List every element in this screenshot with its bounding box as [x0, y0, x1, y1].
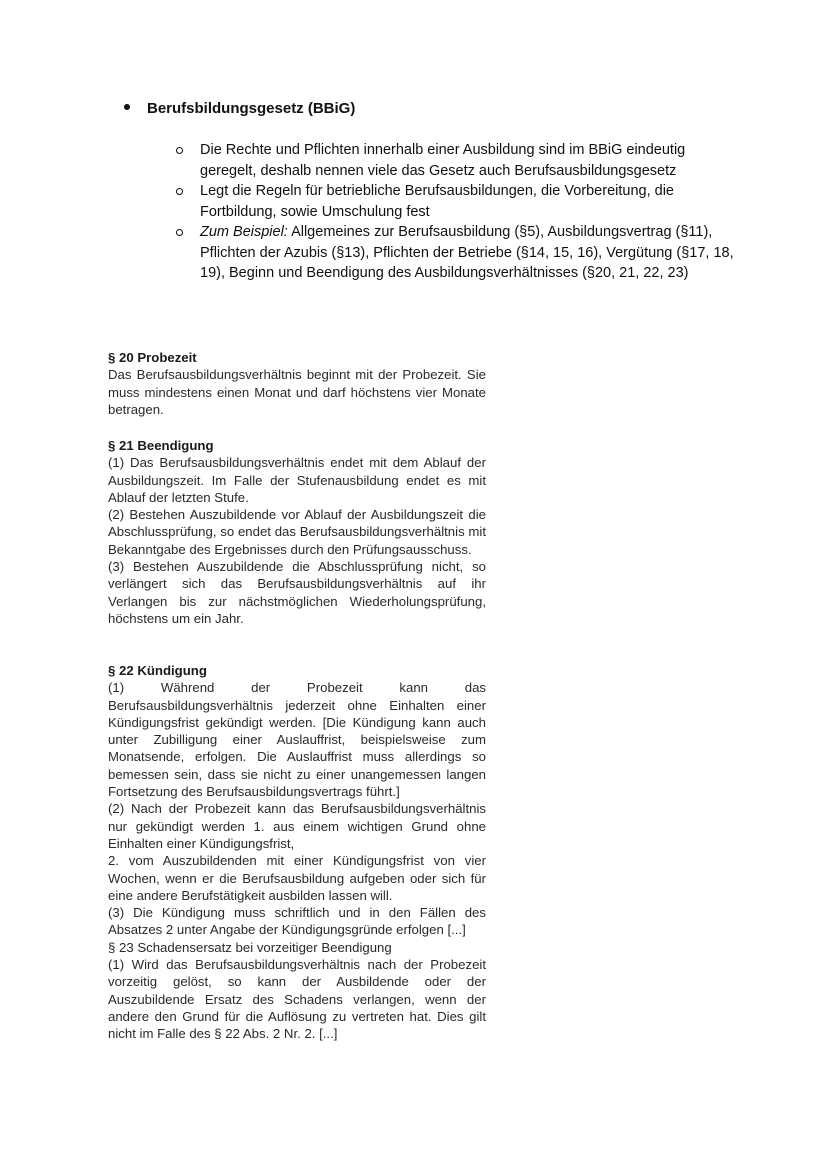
circle-bullet-icon — [176, 229, 183, 236]
sub-item-text: Legt die Regeln für betriebliche Berufsausbildungen, die Vorbereitung, die Fortbildung, sowie Umschulung fest — [200, 183, 674, 220]
section-paragraph: (1) Das Berufsausbildungsverhältnis endet mit dem Ablauf der Ausbildungszeit. Im Falle der Stufenausbildung endet es mit Ablauf der letzten Stufe. — [108, 455, 486, 505]
section-paragraph: (3) Die Kündigung muss schriftlich und in den Fällen des Absatzes 2 unter Angabe der Kündigungsgründe erfolgen [...] — [108, 905, 486, 938]
sub-list — [176, 140, 736, 284]
section-paragraph: (2) Bestehen Auszubildende vor Ablauf der Ausbildungszeit die Abschlussprüfung, so endet das Berufsausbildungsverhältnis mit Bekanntgabe des Ergebnisses durch den Prüfungsausschuss. — [108, 507, 486, 557]
section-paragraph: (1) Während der Probezeit kann das Berufsausbildungsverhältnis jederzeit ohne Einhalten einer Kündigungsfrist gekündigt werden. [Die Kündigung kann auch unter Zubilligung einer Auslauffrist, beispielsweise zum Monatsende, erfolgen. Die Auslauffrist muss allerdings so bemessen sein, dass sie nicht zu einer unangemessen langen Fortsetzung des Berufsausbildungsvertrags führt.] — [108, 680, 486, 800]
law-section-20 — [108, 349, 486, 418]
bullet-icon — [124, 104, 130, 110]
sub-item-prefix: Zum Beispiel: — [200, 224, 288, 240]
main-bullet-label: Berufsbildungsgesetz (BBiG) — [147, 100, 356, 117]
section-paragraph: (3) Bestehen Auszubildende die Abschlussprüfung nicht, so verlängert sich das Berufsausbildungsverhältnis auf ihr Verlangen bis zur nächstmöglichen Wiederholungsprüfung, höchstens um ein Jahr. — [108, 559, 486, 626]
section-heading: § 21 Beendigung — [108, 438, 214, 453]
law-section-21 — [108, 437, 486, 627]
main-bullet — [124, 100, 355, 117]
section-heading: § 20 Probezeit — [108, 350, 197, 365]
section-paragraph: § 23 Schadensersatz bei vorzeitiger Beendigung — [108, 939, 392, 955]
section-paragraph: (2) Nach der Probezeit kann das Berufsausbildungsverhältnis nur gekündigt werden 1. aus einem wichtigen Grund ohne Einhalten einer Kündigungsfrist, — [108, 801, 486, 851]
sub-item — [176, 222, 736, 284]
sub-item — [176, 181, 736, 222]
section-paragraph: Das Berufsausbildungsverhältnis beginnt mit der Probezeit. Sie muss mindestens einen Monat und darf höchstens vier Monate betragen. — [108, 367, 486, 417]
sub-item — [176, 140, 736, 181]
sub-item-text: Die Rechte und Pflichten innerhalb einer Ausbildung sind im BBiG eindeutig geregelt, deshalb nennen viele das Gesetz auch Berufsausbildungsgesetz — [200, 142, 686, 179]
section-paragraph: (1) Wird das Berufsausbildungsverhältnis nach der Probezeit vorzeitig gelöst, so kann der Ausbildende oder der Auszubildende Ersatz des Schadens verlangen, wenn der andere den Grund für die Auflösung zu vertreten hat. Dies gilt nicht im Falle des § 22 Abs. 2 Nr. 2. [...] — [108, 957, 486, 1042]
law-section-22 — [108, 662, 486, 1043]
section-paragraph: 2. vom Auszubildenden mit einer Kündigungsfrist von vier Wochen, wenn er die Berufsausbildung aufgeben oder sich für eine andere Berufstätigkeit ausbilden lassen will. — [108, 853, 486, 903]
section-heading: § 22 Kündigung — [108, 663, 207, 678]
sub-item-text: Allgemeines zur Berufsausbildung (§5), Ausbildungsvertrag (§11), Pflichten der Azubis (§13), Pflichten der Betriebe (§14, 15, 16), Vergütung (§17, 18, 19), Beginn und Beendigung des Ausbildungsverhältnisses (§20, 21, 22, 23) — [200, 224, 734, 281]
circle-bullet-icon — [176, 147, 183, 154]
circle-bullet-icon — [176, 188, 183, 195]
